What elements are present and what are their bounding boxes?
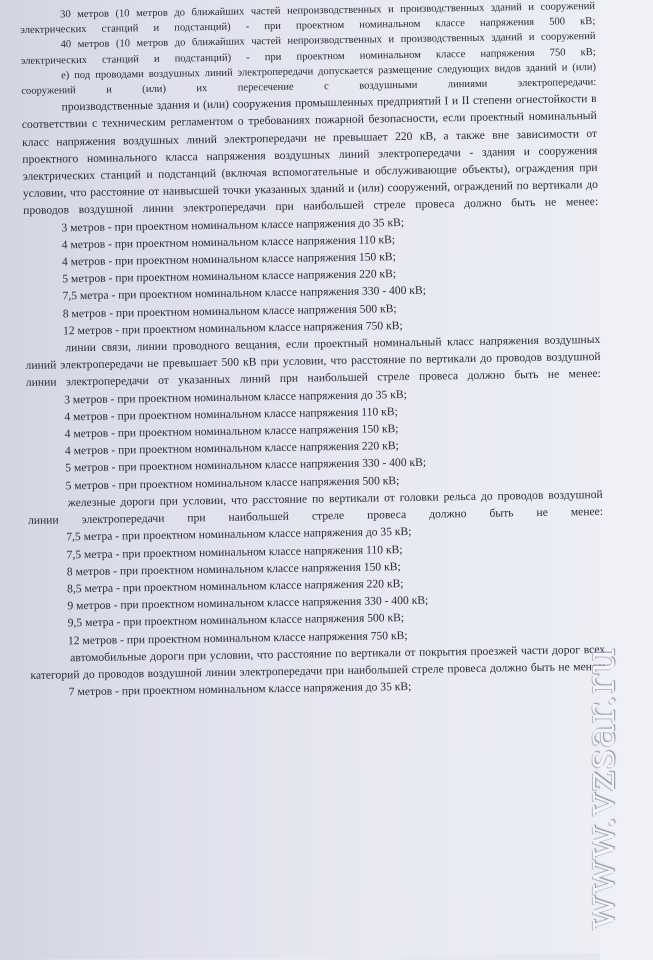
list-item: 7 метров - при проектном номинальном классе напряжения до 35 кВ;: [68, 680, 412, 699]
list-buildings: [23, 211, 600, 340]
list-item: 5 метров - при проектном номинальном классе напряжения 500 кВ;: [65, 473, 400, 493]
paragraph-industrial-buildings: производственные здания и (или) сооружения промышленных предприятий I и II степени огнестойкости в соответствии с техническим регламентом о требованиях пожарной безопасности, если проектный номинальный класс напряжения воздушных линий электропередачи не превышает 220 кВ, а также вне зависимости от проектного номинального класса напряжения воздушных линий электропередачи - здания и сооружения электрических станций и подстанций (включая вспомогательные и обслуживающие объекты), ограждения при условии, что расстояние от наивысшей точки указанных зданий и (или) сооружений, ограждений по вертикали до проводов воздушной линии электропередачи при наибольшей стреле провеса должно быть не менее:: [21, 92, 599, 218]
paragraph-roads: автомобильные дороги при условии, что расстояние по вертикали от покрытия проезжей части дорог всех категорий до проводов воздушной линии электропередачи при наибольшей стреле провеса должно быть не менее:: [30, 642, 606, 682]
list-item: 3 метров - при проектном номинальном классе напряжения до 35 кВ;: [64, 387, 407, 407]
list-item: 7,5 метра - при проектном номинальном классе напряжения 330 - 400 кВ;: [62, 284, 427, 303]
list-item: 3 метров - при проектном номинальном классе напряжения до 35 кВ;: [61, 215, 405, 235]
list-item: 4 метров - при проектном номинальном классе напряжения 150 кВ;: [61, 250, 396, 269]
list-item: 9,5 метра - при проектном номинальном классе напряжения 500 кВ;: [67, 611, 405, 630]
document-body: [20, 0, 606, 701]
list-rail: [28, 520, 605, 649]
list-item: 8,5 метра - при проектном номинальном классе напряжения 220 кВ;: [67, 576, 404, 596]
list-comm: [26, 383, 603, 495]
list-item: 7,5 метра - при проектном номинальном классе напряжения до 35 кВ;: [66, 525, 412, 544]
list-item: 12 метров - при проектном номинальном классе напряжения 750 кВ;: [67, 628, 408, 647]
paragraph-40m: 40 метров (10 метров до ближайших частей непроизводственных и производственных зданий и сооружений электрических станций и подстанций) - при проектном номинальном классе напряжения 750 кВ;: [20, 31, 596, 67]
paragraph-30m: 30 метров (10 метров до ближайших частей непроизводственных и производственных зданий и сооружений электрических станций и подстанций) - при проектном номинальном классе напряжения 500 кВ;: [20, 0, 596, 37]
list-item: 8 метров - при проектном номинальном классе напряжения 150 кВ;: [66, 559, 401, 579]
list-item: 8 метров - при проектном номинальном классе напряжения 500 кВ;: [62, 301, 397, 321]
paragraph-railways: железные дороги при условии, что расстояние по вертикали от головки рельса до проводов воздушной линии электропередачи при наибольшей стреле провеса должно быть не менее:: [27, 487, 604, 528]
paragraph-comm-lines: линии связи, линии проводного вещания, если проектный номинальный класс напряжения воздушных линий электропередачи не превышает 500 кВ при условии, что расстояние по вертикали до проводов воздушной линии электропередачи от указанных линий при наибольшей стреле провеса должно быть не менее:: [25, 332, 601, 390]
list-item: 12 метров - при проектном номинальном классе напряжения 750 кВ;: [62, 318, 403, 338]
site-watermark: www.vzsar.ru: [578, 646, 624, 930]
list-item: 4 метров - при проектном номинальном классе напряжения 150 кВ;: [64, 422, 399, 441]
list-item: 4 метров - при проектном номинальном классе напряжения 110 кВ;: [64, 404, 398, 424]
list-item: 4 метров - при проектном номинальном классе напряжения 110 кВ;: [61, 232, 396, 252]
list-item: 5 метров - при проектном номинальном классе напряжения 330 - 400 кВ;: [65, 456, 427, 475]
list-item: 5 метров - при проектном номинальном классе напряжения 220 кВ;: [62, 267, 397, 286]
list-item: 7,5 метра - при проектном номинальном классе напряжения 110 кВ;: [66, 542, 403, 561]
paragraph-e-intro: е) под проводами воздушных линий электропередачи допускается размещение следующих видов зданий и (или) сооружений и (или) их пересечение с воздушными линиями электропередачи:: [21, 61, 597, 98]
list-item: 4 метров - при проектном номинальном классе напряжения 220 кВ;: [64, 439, 399, 458]
list-item: 9 метров - при проектном номинальном классе напряжения 330 - 400 кВ;: [67, 593, 429, 613]
